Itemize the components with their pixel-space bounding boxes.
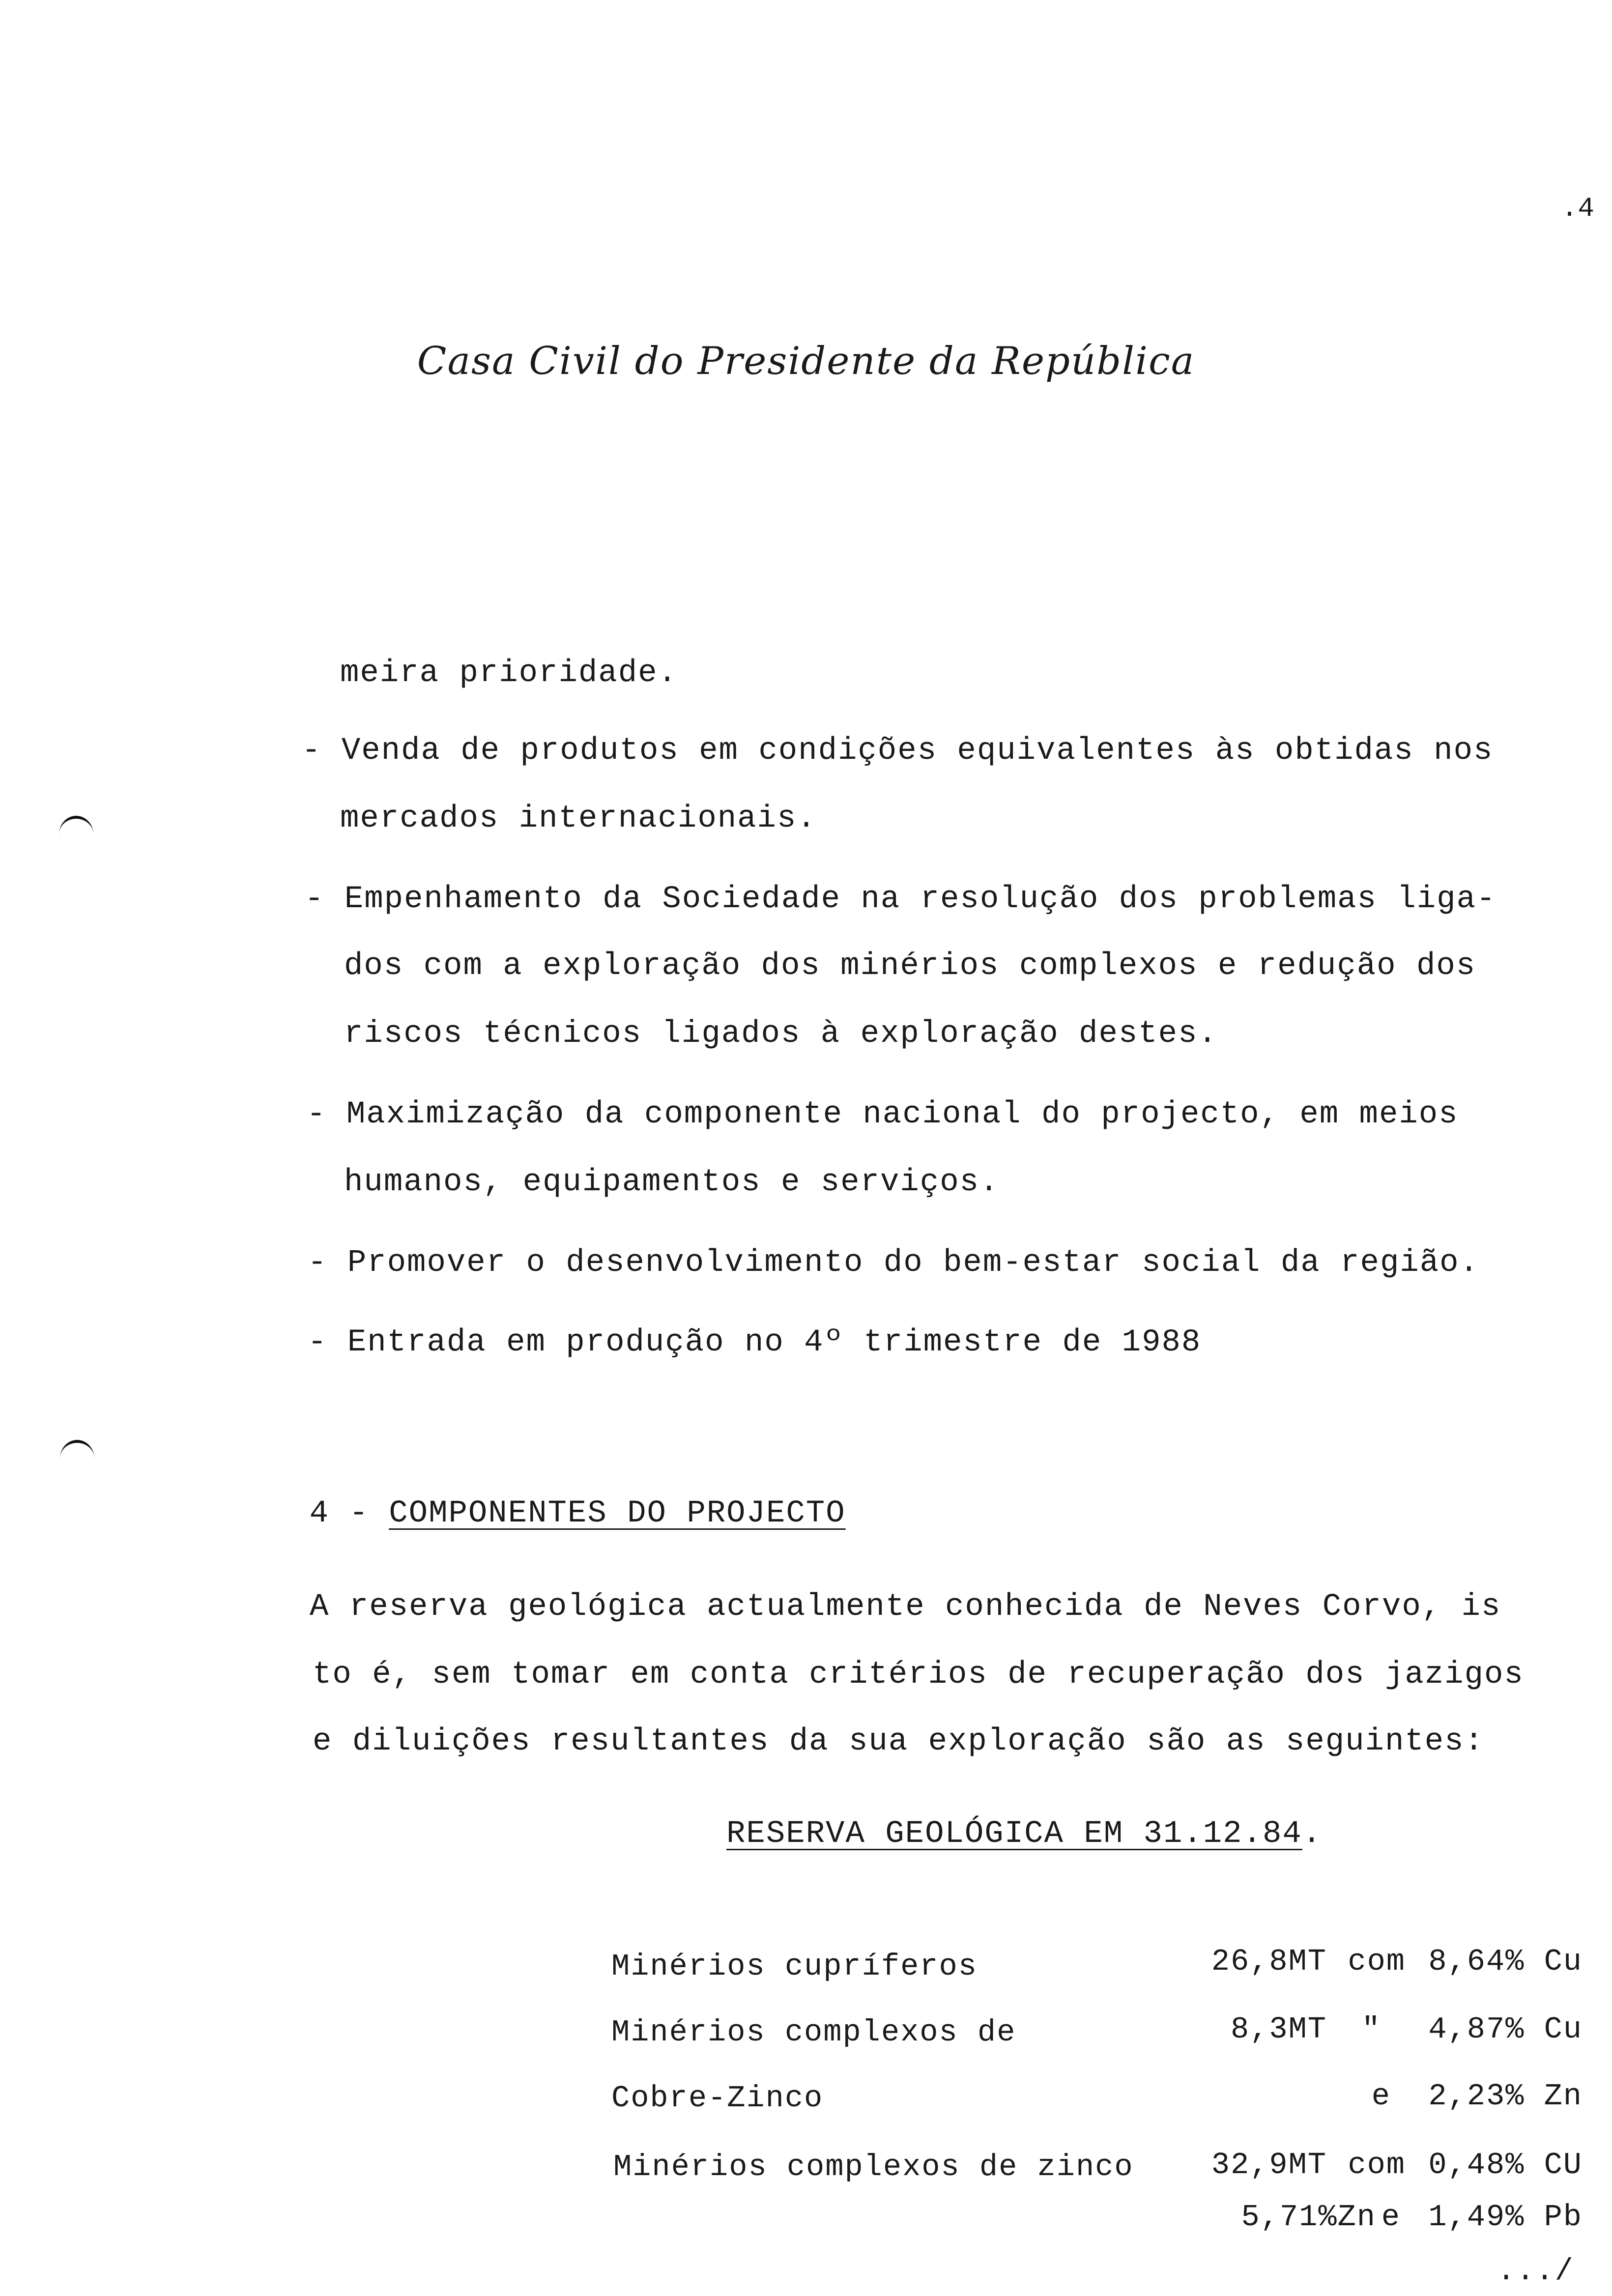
bullet-line: - Venda de produtos em condições equivalentes às obtidas nos xyxy=(302,733,1494,769)
section-number: 4 - xyxy=(309,1496,369,1531)
text-line: riscos técnicos ligados à exploração destes. xyxy=(344,1016,1218,1052)
row-amount: 32,9MT xyxy=(1211,2148,1327,2182)
section-title: COMPONENTES DO PROJECTO xyxy=(389,1496,846,1531)
text-line: mercados internacionais. xyxy=(340,801,817,836)
row-label: Cobre-Zinco xyxy=(611,2081,824,2116)
bullet-line: - Promover o desenvolvimento do bem-estar social da região. xyxy=(308,1245,1479,1281)
row-amount: 26,8MT xyxy=(1211,1944,1327,1979)
bullet-line: - Entrada em produção no 4º trimestre de 1988 xyxy=(308,1325,1202,1360)
row-grade: 4,87% Cu xyxy=(1428,2012,1583,2047)
paragraph-line: to é, sem tomar em conta critérios de recuperação dos jazigos xyxy=(313,1657,1524,1693)
row-label: Minérios cupríferos xyxy=(611,1949,978,1984)
row-connector: com xyxy=(1348,2148,1406,2182)
paragraph-line: A reserva geológica actualmente conhecida de Neves Corvo, is xyxy=(310,1589,1501,1625)
row-label: Minérios complexos de xyxy=(611,2015,1016,2050)
row-label: Minérios complexos de zinco xyxy=(613,2150,1134,2184)
text-line: meira prioridade. xyxy=(340,656,678,691)
row-amount: 8,3MT xyxy=(1230,2012,1327,2047)
bullet-line: - Maximização da componente nacional do projecto, em meios xyxy=(307,1097,1459,1132)
table-title-period: . xyxy=(1302,1816,1323,1852)
table-title-text: RESERVA GEOLÓGICA EM 31.12.84 xyxy=(726,1816,1302,1852)
row-connector: " xyxy=(1361,2012,1381,2047)
punch-hole-mark-top xyxy=(59,816,93,853)
row-connector: com xyxy=(1348,1944,1406,1979)
section-heading xyxy=(230,1466,846,1561)
row-grade: 8,64% Cu xyxy=(1428,1944,1583,1979)
text-line: humanos, equipamentos e serviços. xyxy=(344,1165,1000,1200)
row-grade: 0,48% CU xyxy=(1428,2148,1583,2182)
text-line: dos com a exploração dos minérios complexos e redução dos xyxy=(344,948,1476,984)
table-title xyxy=(726,1818,1322,1850)
bullet-line: - Empenhamento da Sociedade na resolução dos problemas liga- xyxy=(305,882,1497,917)
letterhead: Casa Civil do Presidente da República xyxy=(417,339,1195,383)
paragraph-line: e diluições resultantes da sua exploração são as seguintes: xyxy=(313,1724,1484,1759)
continuation-mark: .../ xyxy=(1497,2254,1574,2289)
row-amount: 5,71%Zn xyxy=(1241,2200,1376,2235)
page-number: .4 xyxy=(1561,193,1594,224)
row-grade: 2,23% Zn xyxy=(1428,2079,1583,2114)
row-connector: e xyxy=(1371,2079,1391,2114)
row-grade: 1,49% Pb xyxy=(1428,2200,1583,2235)
row-connector: e xyxy=(1381,2200,1401,2235)
punch-hole-mark-bottom xyxy=(60,1440,94,1477)
